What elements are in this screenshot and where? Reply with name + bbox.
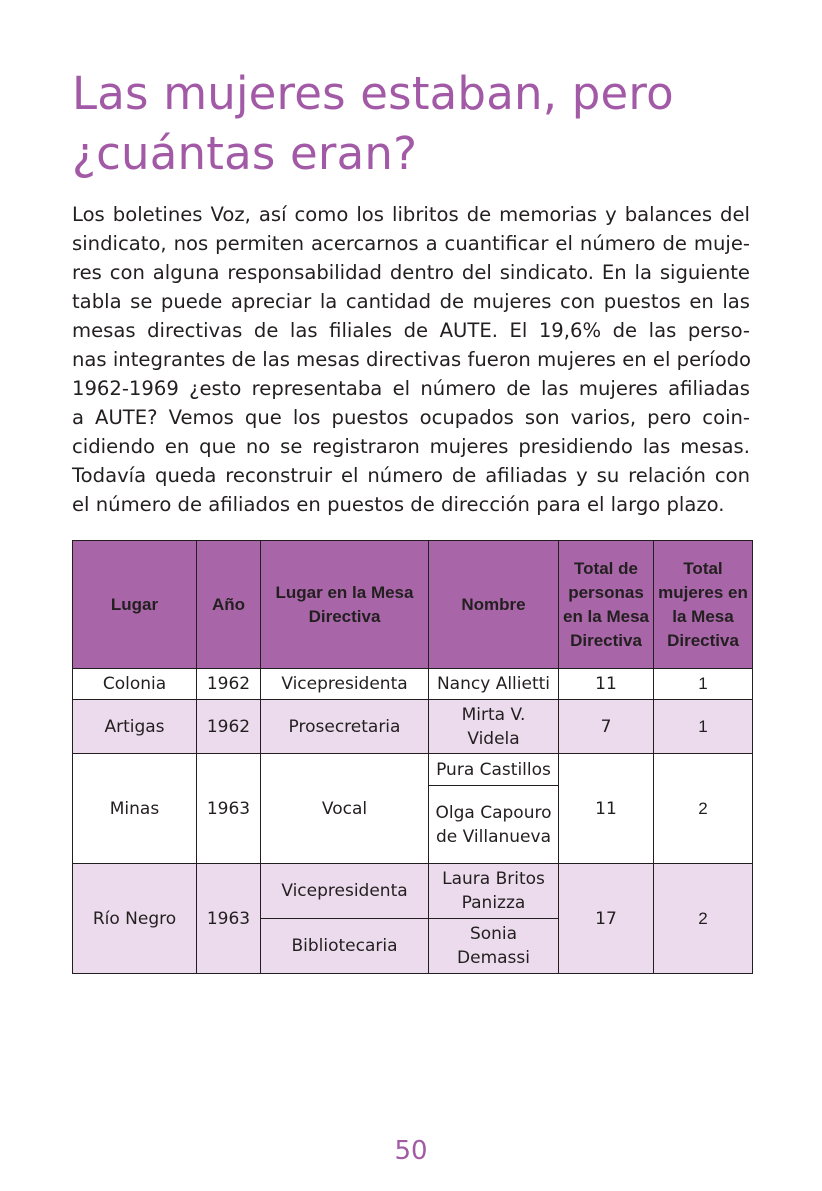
header-cargo: Lugar en la Mesa Directiva [261,541,429,669]
intro-paragraph [72,200,750,519]
cell-anio: 1963 [197,864,261,974]
cell-anio: 1963 [197,754,261,864]
cell-nombre: Pura Castillos [429,754,559,786]
page-number: 50 [394,1136,428,1166]
paragraph-line: tabla se puede apreciar la cantidad de mujeres con puestos en las [72,290,750,313]
table-header-row [73,541,753,669]
paragraph-line: nas integrantes de las mesas directivas fueron mujeres en el período [72,348,752,371]
header-anio: Año [197,541,261,669]
paragraph-line: mesas directivas de las filiales de AUTE. El 19,6% de las perso- [72,319,750,342]
cell-nombre: Mirta V. Videla [429,700,559,754]
table-row [73,754,753,786]
cell-nombre: Olga Capouro de Villanueva [429,786,559,864]
cell-lugar: Artigas [73,700,197,754]
cell-anio: 1962 [197,700,261,754]
cell-cargo: Prosecretaria [261,700,429,754]
header-lugar: Lugar [73,541,197,669]
cell-nombre: Sonia Demassi [429,919,559,974]
paragraph-line: cidiendo en que no se registraron mujeres presidiendo las mesas. [72,435,750,458]
header-total-personas: Total de personas en la Mesa Directiva [559,541,654,669]
cell-cargo: Bibliotecaria [261,919,429,974]
cell-total-personas: 11 [559,754,654,864]
cell-total-mujeres: 2 [654,864,753,974]
paragraph-line: Todavía queda reconstruir el número de afiliadas y su relación con [72,464,750,487]
cell-total-personas: 11 [559,669,654,700]
cell-nombre: Laura Britos Panizza [429,864,559,919]
cell-cargo: Vicepresidenta [261,864,429,919]
header-nombre: Nombre [429,541,559,669]
cell-lugar: Colonia [73,669,197,700]
cell-nombre: Nancy Allietti [429,669,559,700]
paragraph-line: Los boletines Voz, así como los libritos de memorias y balances del [72,203,750,226]
cell-total-personas: 17 [559,864,654,974]
cell-cargo: Vicepresidenta [261,669,429,700]
cell-total-mujeres: 1 [654,669,753,700]
women-board-table [72,540,753,974]
title-line: Las mujeres estaban, pero [72,67,674,120]
title-line: ¿cuántas eran? [72,127,418,180]
header-total-mujeres: Total mujeres en la Mesa Directiva [654,541,753,669]
paragraph-line: res con alguna responsabilidad dentro del sindicato. En la siguiente [72,261,750,284]
table-row [73,669,753,700]
cell-lugar: Río Negro [73,864,197,974]
cell-total-mujeres: 1 [654,700,753,754]
paragraph-line: sindicato, nos permiten acercarnos a cuantificar el número de muje- [72,232,750,255]
cell-lugar: Minas [73,754,197,864]
table-row [73,864,753,919]
cell-anio: 1962 [197,669,261,700]
paragraph-line: a AUTE? Vemos que los puestos ocupados son varios, pero coin- [72,406,750,429]
page-title [72,64,772,184]
cell-total-personas: 7 [559,700,654,754]
paragraph-line: el número de afiliados en puestos de dirección para el largo plazo. [72,493,725,516]
cell-cargo: Vocal [261,754,429,864]
cell-total-mujeres: 2 [654,754,753,864]
table-row [73,700,753,754]
paragraph-line: 1962-1969 ¿esto representaba el número de las mujeres afiliadas [72,377,750,400]
